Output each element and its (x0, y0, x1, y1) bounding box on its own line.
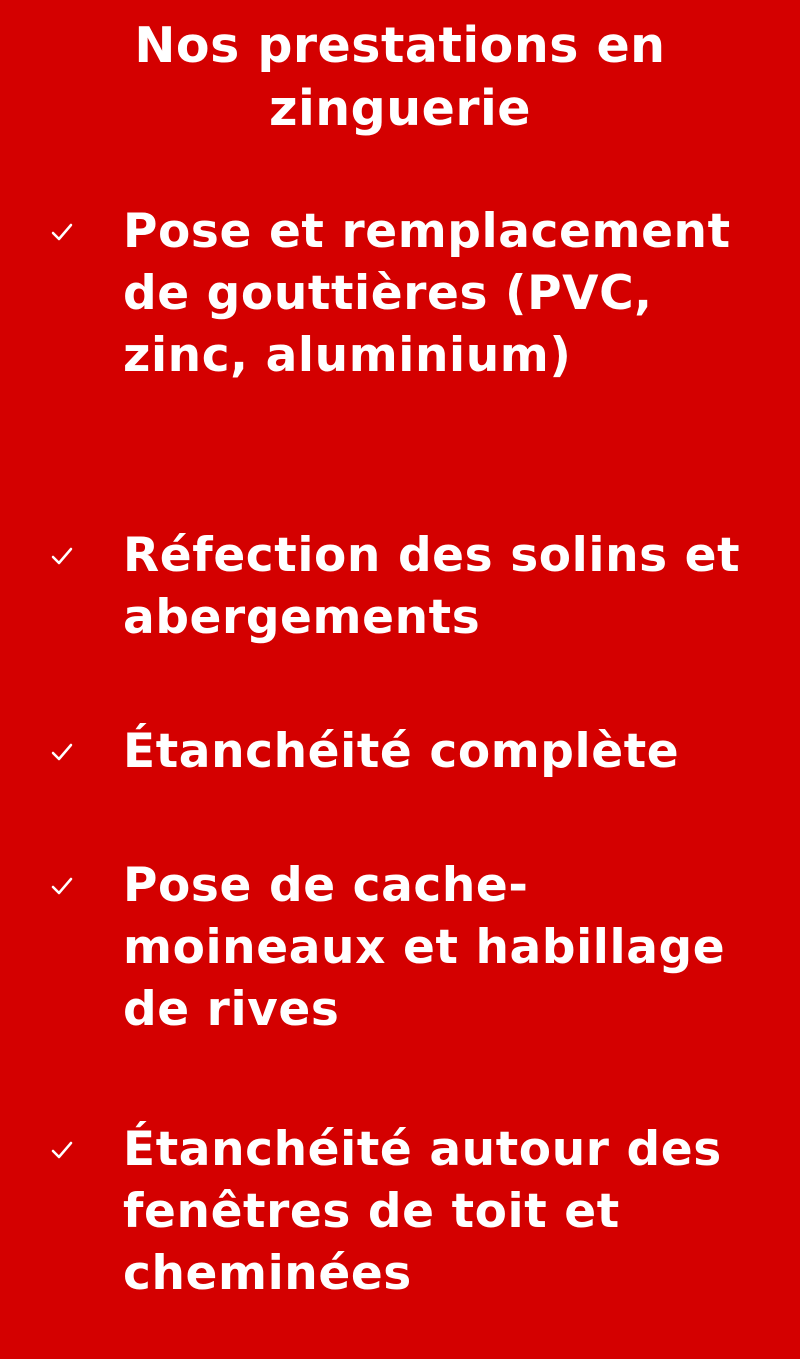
service-item-bird-stops (0, 855, 800, 1095)
service-label: Réfection des solins et abergements (123, 528, 741, 645)
service-item-gutters (0, 201, 800, 441)
page-title: Nos prestations en zinguerie (134, 17, 666, 137)
service-label: Pose et remplacement de gouttières (PVC, zinc, aluminium) (123, 204, 731, 383)
service-label: Étanchéité complète (123, 724, 680, 779)
check-icon (47, 217, 77, 247)
check-icon (47, 541, 77, 571)
check-icon (47, 871, 77, 901)
service-label: Étanchéité autour des fenêtres de toit et cheminées (123, 1122, 722, 1301)
check-icon (47, 1135, 77, 1165)
service-item-roof-openings (0, 1119, 800, 1359)
service-label: Pose de cache-moineaux et habillage de rives (123, 858, 726, 1037)
check-icon (47, 737, 77, 767)
